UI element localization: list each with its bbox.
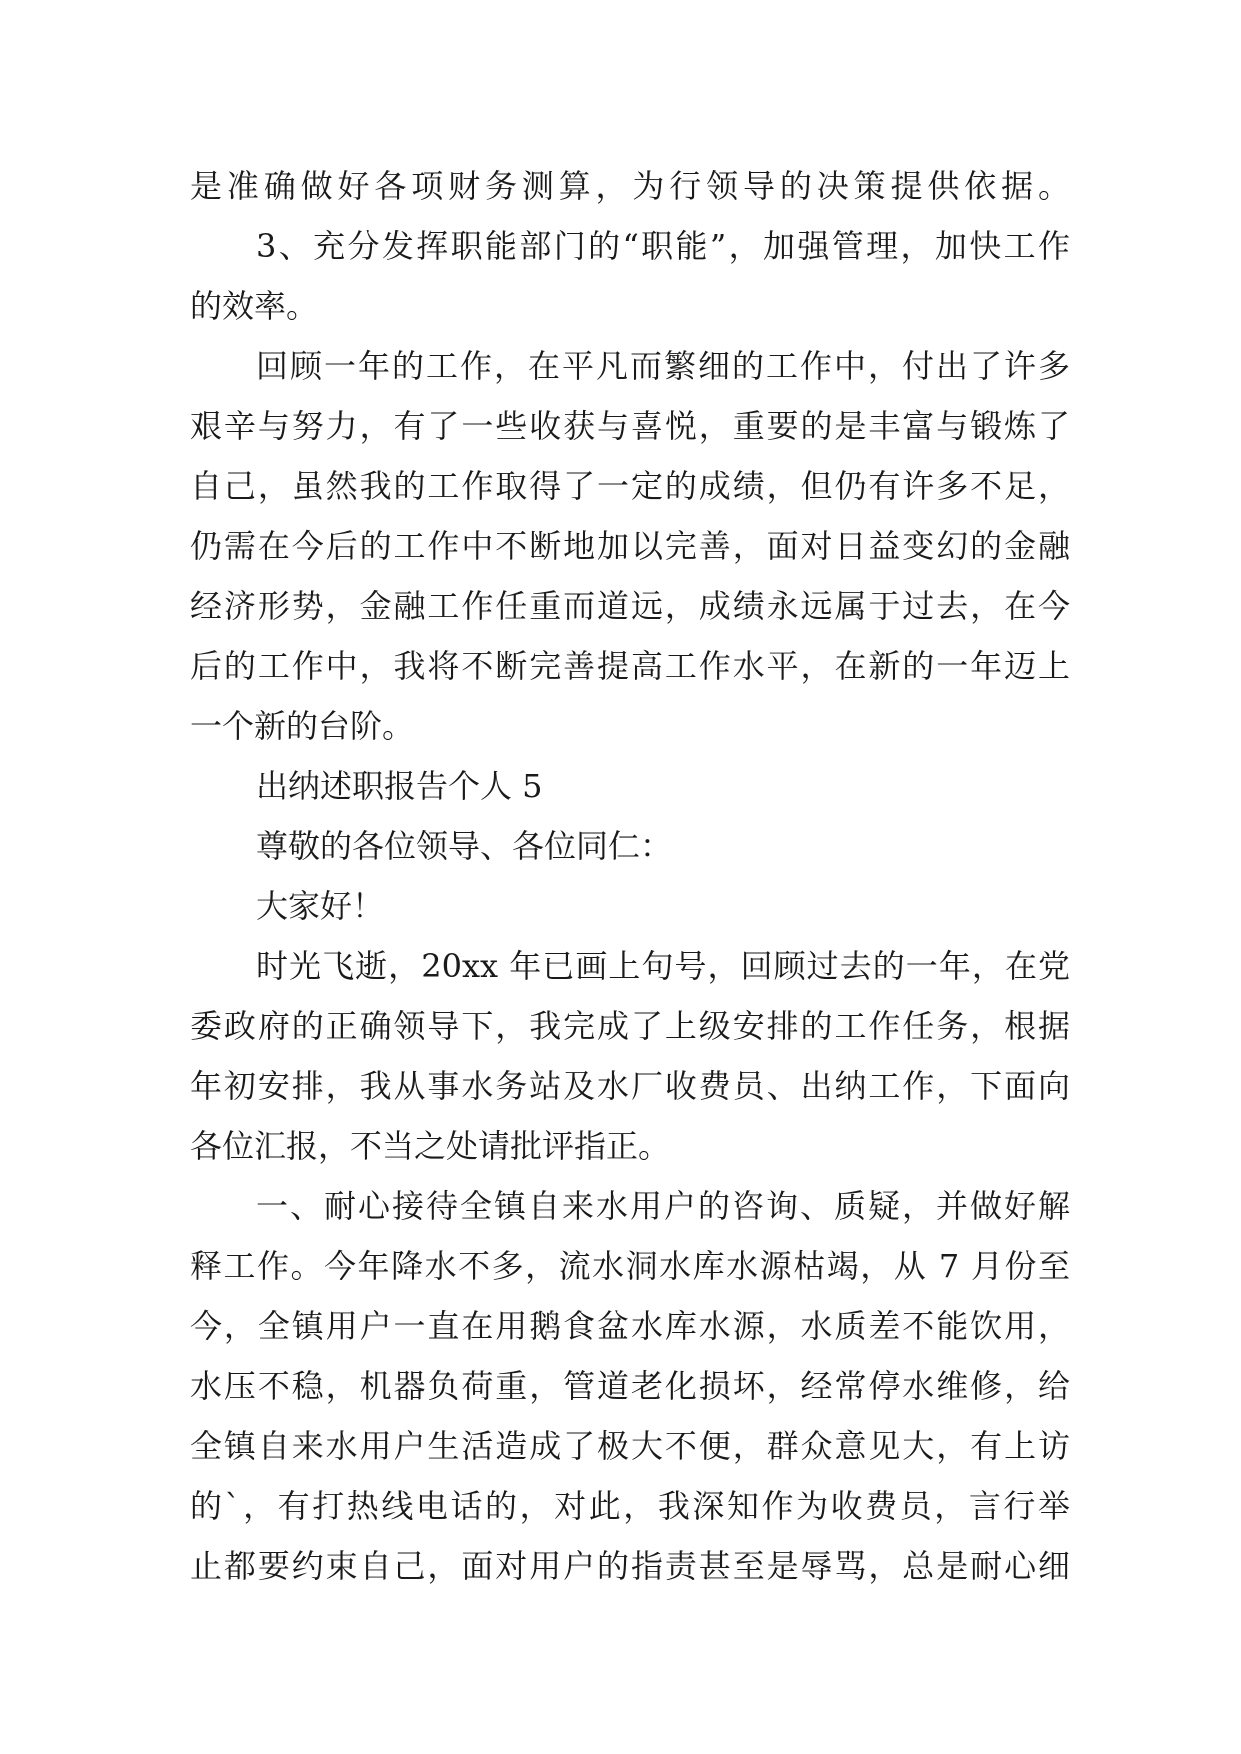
text-line: 年初安排，我从事水务站及水厂收费员、出纳工作，下面向 [190,1067,1070,1105]
text-line: 水压不稳，机器负荷重，管道老化损坏，经常停水维修，给 [190,1367,1070,1405]
greeting: 大家好！ [256,887,385,925]
text-line: 后的工作中，我将不断完善提高工作水平，在新的一年迈上 [190,647,1070,685]
text-line: 的`，有打热线电话的，对此，我深知作为收费员，言行举 [190,1487,1070,1525]
text-line: 回顾一年的工作，在平凡而繁细的工作中，付出了许多 [256,347,1070,385]
text-line: 自己，虽然我的工作取得了一定的成绩，但仍有许多不足， [190,467,1070,505]
text-line: 各位汇报，不当之处请批评指正。 [190,1127,671,1165]
text-line: 全镇自来水用户生活造成了极大不便，群众意见大，有上访 [190,1427,1070,1465]
text-line: 今，全镇用户一直在用鹅食盆水库水源，水质差不能饮用， [190,1307,1070,1345]
salutation: 尊敬的各位领导、各位同仁： [256,827,673,865]
text-line: 艰辛与努力，有了一些收获与喜悦，重要的是丰富与锻炼了 [190,407,1070,445]
section-heading: 出纳述职报告个人 5 [256,767,543,805]
text-line: 一个新的台阶。 [190,707,415,745]
text-line: 释工作。今年降水不多，流水洞水库水源枯竭，从 7 月份至 [190,1247,1070,1285]
text-line: 经济形势，金融工作任重而道远，成绩永远属于过去，在今 [190,587,1070,625]
text-line: 的效率。 [190,287,319,325]
text-line: 止都要约束自己，面对用户的指责甚至是辱骂，总是耐心细 [190,1547,1070,1585]
text-line: 时光飞逝，20xx 年已画上句号，回顾过去的一年，在党 [256,947,1070,985]
text-line: 委政府的正确领导下，我完成了上级安排的工作任务，根据 [190,1007,1070,1045]
text-line: 仍需在今后的工作中不断地加以完善，面对日益变幻的金融 [190,527,1070,565]
text-line: 3、充分发挥职能部门的“职能”，加强管理，加快工作 [256,227,1070,265]
text-line: 是准确做好各项财务测算，为行领导的决策提供依据。 [190,167,1070,205]
text-line: 一、耐心接待全镇自来水用户的咨询、质疑，并做好解 [256,1187,1070,1225]
